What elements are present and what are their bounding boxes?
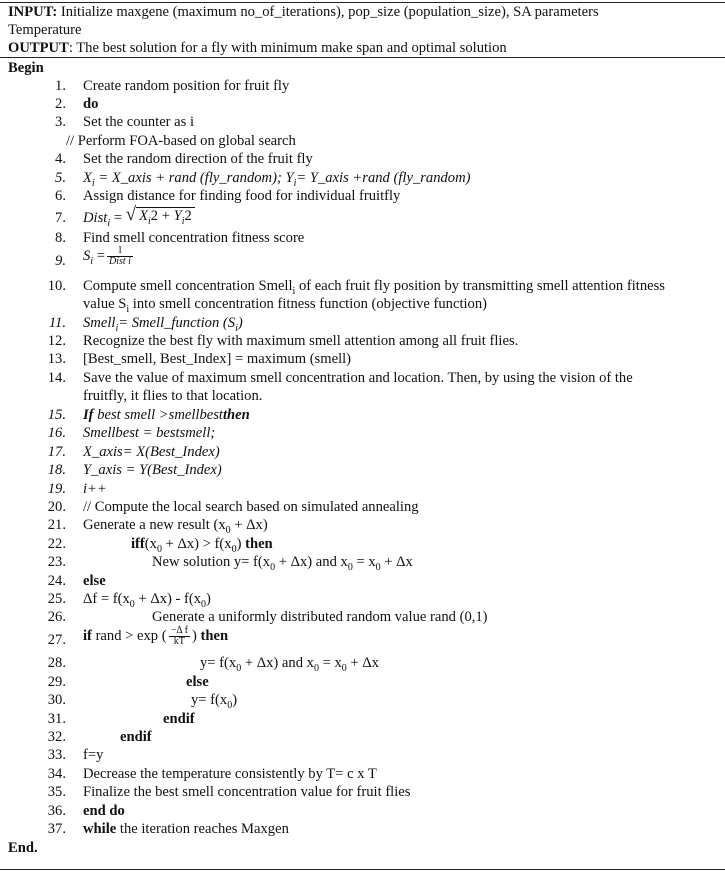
step-19: i++ (83, 481, 107, 497)
begin-label: Begin (8, 60, 44, 76)
input-line-cont: Temperature (8, 22, 82, 38)
step-24: else (83, 573, 106, 589)
step-number: 16. (47, 425, 66, 441)
step-29: else (186, 674, 209, 690)
step-number: 2. (55, 96, 66, 112)
step-number: 21. (47, 517, 66, 533)
step-number: 8. (55, 230, 66, 246)
step-number: 14. (47, 370, 66, 386)
step-number: 33. (47, 747, 66, 763)
step-number: 9. (55, 253, 66, 269)
step-23: New solution $y= f(x_0 + \Delta x)$ and $x_0 = x_0 + \Delta x$ (152, 554, 413, 573)
step-number: 6. (55, 188, 66, 204)
step-number: 3. (55, 114, 66, 130)
step-32: endif (120, 729, 152, 745)
step-25: $\Delta f = f(x_0 + \Delta x) - f(x_0)$ (83, 591, 211, 610)
step-number: 7. (55, 210, 66, 226)
step-number: 1. (55, 78, 66, 94)
step-number: 34. (47, 766, 66, 782)
comment-global-search: // Perform FOA-based on global search (66, 133, 296, 149)
step-13: [Best_smell, Best_Index] = maximum (smell) (83, 351, 352, 367)
step-7: Dist$_i$ = √ $X_i2 + Y_i2$ (83, 207, 195, 233)
step-number: 25. (47, 591, 66, 607)
step-18: Y_axis = Y(Best_Index) (83, 462, 222, 478)
step-20: // Compute the local search based on simulated annealing (83, 499, 419, 515)
step-number: 30. (47, 692, 66, 708)
step-17: X_axis= X(Best_Index) (83, 444, 220, 460)
step-16: Smellbest = bestsmell; (83, 425, 216, 441)
step-12: Recognize the best fly with maximum smell attention among all fruit flies. (83, 333, 519, 349)
end-label: End. (8, 840, 38, 856)
step-35: Finalize the best smell concentration value for fruit flies (83, 784, 411, 800)
output-line: OUTPUT: The best solution for a fly with minimum make span and optimal solution (8, 40, 507, 56)
step-21: Generate a new result $(x_0 + \Delta x)$ (83, 517, 268, 536)
step-31: endif (163, 711, 195, 727)
step-number: 12. (47, 333, 66, 349)
step-number: 27. (47, 632, 66, 648)
step-number: 18. (47, 462, 66, 478)
step-number: 22. (47, 536, 66, 552)
step-number: 29. (47, 674, 66, 690)
step-number: 31. (47, 711, 66, 727)
step-2: do (83, 96, 99, 112)
step-1: Create random position for fruit fly (83, 78, 290, 94)
step-number: 35. (47, 784, 66, 800)
step-number: 4. (55, 151, 66, 167)
step-26: Generate a uniformly distributed random value rand (0,1) (152, 609, 488, 625)
step-number: 17. (47, 444, 66, 460)
step-37: while the iteration reaches Maxgen (83, 821, 289, 837)
step-number: 32. (47, 729, 66, 745)
step-14-cont: fruitfly, it flies to that location. (83, 388, 263, 404)
step-number: 28. (47, 655, 66, 671)
step-6: Assign distance for finding food for individual fruitfly (83, 188, 401, 204)
header-rule (0, 57, 725, 58)
step-5: $X_i$ = X_axis + rand (fly_random); $Y_i=$ Y_axis +rand (fly_random) (83, 170, 471, 189)
step-34: Decrease the temperature consistently by T= c x T (83, 766, 377, 782)
step-number: 23. (47, 554, 66, 570)
step-number: 13. (47, 351, 66, 367)
step-3: Set the counter as i (83, 114, 195, 130)
fraction: $\frac{\text{−Δ f}}{kT}$ (170, 625, 188, 647)
step-33: f=y (83, 747, 104, 763)
step-number: 36. (47, 803, 66, 819)
square-root: √ $X_i2 + Y_i2$ (126, 207, 195, 230)
step-number: 5. (55, 170, 66, 186)
step-28: $y= f(x_0 + \Delta x)$ and $x_0 = x_0 + \Delta x$ (200, 655, 379, 674)
step-15: If best smell >smellbestthen (83, 407, 250, 423)
step-30: $y= f(x_0)$ (191, 692, 238, 711)
step-10-cont: value $S_i$ into smell concentration fitness function (objective function) (83, 296, 488, 315)
step-27: if rand > exp ( $\frac{\text{−Δ f}}{kT}$ ) then (83, 625, 229, 647)
step-number: 15. (47, 407, 66, 423)
step-number: 10. (47, 278, 66, 294)
step-number: 24. (47, 573, 66, 589)
step-4: Set the random direction of the fruit fly (83, 151, 313, 167)
bottom-rule (0, 869, 725, 870)
step-9: $S_i$ = $\frac{1}{\text{Dist i}}$ (83, 245, 131, 267)
step-10: Compute smell concentration Smell$_i$ of each fruit fly position by transmitting smell attention fitness (83, 278, 665, 297)
step-number: 19. (47, 481, 66, 497)
step-22: $iff(x_0 + \Delta x) > f(x_0)$ then (131, 536, 273, 555)
step-36: end do (83, 803, 125, 819)
fraction: $\frac{1}{\text{Dist i}}$ (108, 245, 131, 267)
input-line: INPUT: Initialize maxgene (maximum no_of_iterations), pop_size (population_size), SA parameters (8, 4, 599, 20)
step-11: Smell$_i$= Smell_function $(S_i)$ (83, 315, 243, 334)
step-14: Save the value of maximum smell concentration and location. Then, by using the vision of the (83, 370, 633, 386)
step-number: 26. (47, 609, 66, 625)
step-number: 11. (48, 315, 66, 331)
step-number: 37. (47, 821, 66, 837)
step-number: 20. (47, 499, 66, 515)
step-8: Find smell concentration fitness score (83, 230, 305, 246)
